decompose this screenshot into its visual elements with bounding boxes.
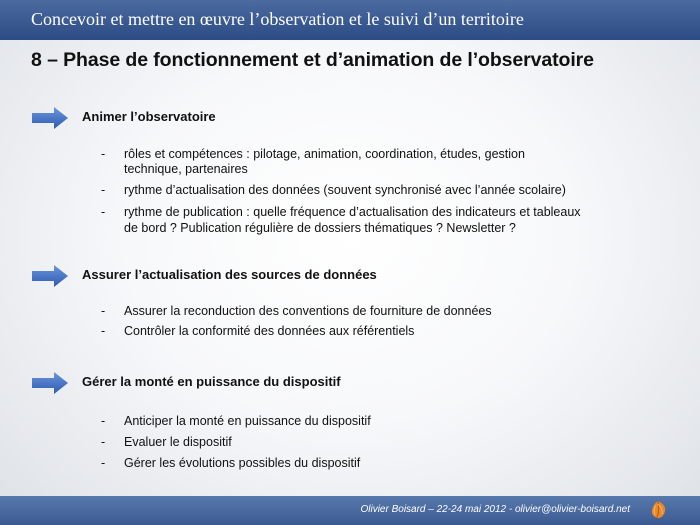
bullet-text-line: Assurer la reconduction des conventions de fourniture de données bbox=[124, 304, 492, 318]
slide-heading: 8 – Phase de fonctionnement et d’animation de l’observatoire bbox=[31, 49, 594, 71]
bullet-item: - rythme de publication : quelle fréquence d’actualisation des indicateurs et tableaux de bord ? Publication régulière de dossiers thématiques ? Newsletter ? bbox=[124, 205, 644, 236]
arrow-right-icon bbox=[32, 265, 68, 287]
bullet-text-line: de bord ? Publication régulière de dossiers thématiques ? Newsletter ? bbox=[124, 221, 516, 235]
bottom-banner bbox=[0, 496, 700, 525]
footer-credit: Olivier Boisard – 22-24 mai 2012 - olivier@olivier-boisard.net bbox=[360, 504, 630, 515]
bullet-text-line: rythme de publication : quelle fréquence d’actualisation des indicateurs et tableaux bbox=[124, 205, 581, 219]
top-banner bbox=[0, 0, 700, 40]
bullet-text-line: rythme d’actualisation des données (souvent synchronisé avec l’année scolaire) bbox=[124, 183, 566, 197]
bullet-item: - rythme d’actualisation des données (souvent synchronisé avec l’année scolaire) bbox=[124, 183, 644, 198]
bullet-item: - Gérer les évolutions possibles du dispositif bbox=[124, 456, 644, 471]
bullet-text-line: Evaluer le dispositif bbox=[124, 435, 232, 449]
arrow-right-icon bbox=[32, 372, 68, 394]
bullet-text-line: Anticiper la monté en puissance du dispositif bbox=[124, 414, 371, 428]
section-title-actualisation: Assurer l’actualisation des sources de données bbox=[82, 267, 377, 282]
section-title-animer: Animer l’observatoire bbox=[82, 109, 216, 124]
arrow-right-icon bbox=[32, 107, 68, 129]
bullet-text-line: rôles et compétences : pilotage, animation, coordination, études, gestion bbox=[124, 147, 525, 161]
bullet-item: - rôles et compétences : pilotage, animation, coordination, études, gestion technique, partenaires bbox=[124, 147, 644, 177]
bullet-item: - Assurer la reconduction des conventions de fourniture de données bbox=[124, 304, 644, 319]
bullet-text-line: Contrôler la conformité des données aux référentiels bbox=[124, 324, 415, 338]
orange-shell-logo bbox=[648, 500, 668, 520]
bullet-item: - Contrôler la conformité des données aux référentiels bbox=[124, 324, 644, 339]
bullet-item: - Anticiper la monté en puissance du dispositif bbox=[124, 414, 644, 429]
bullet-item: - Evaluer le dispositif bbox=[124, 435, 644, 450]
section-title-montee: Gérer la monté en puissance du dispositif bbox=[82, 374, 341, 389]
presentation-title: Concevoir et mettre en œuvre l’observation et le suivi d’un territoire bbox=[31, 9, 524, 29]
bullet-text-line: Gérer les évolutions possibles du dispositif bbox=[124, 456, 361, 470]
bullet-text-line: technique, partenaires bbox=[124, 162, 248, 176]
